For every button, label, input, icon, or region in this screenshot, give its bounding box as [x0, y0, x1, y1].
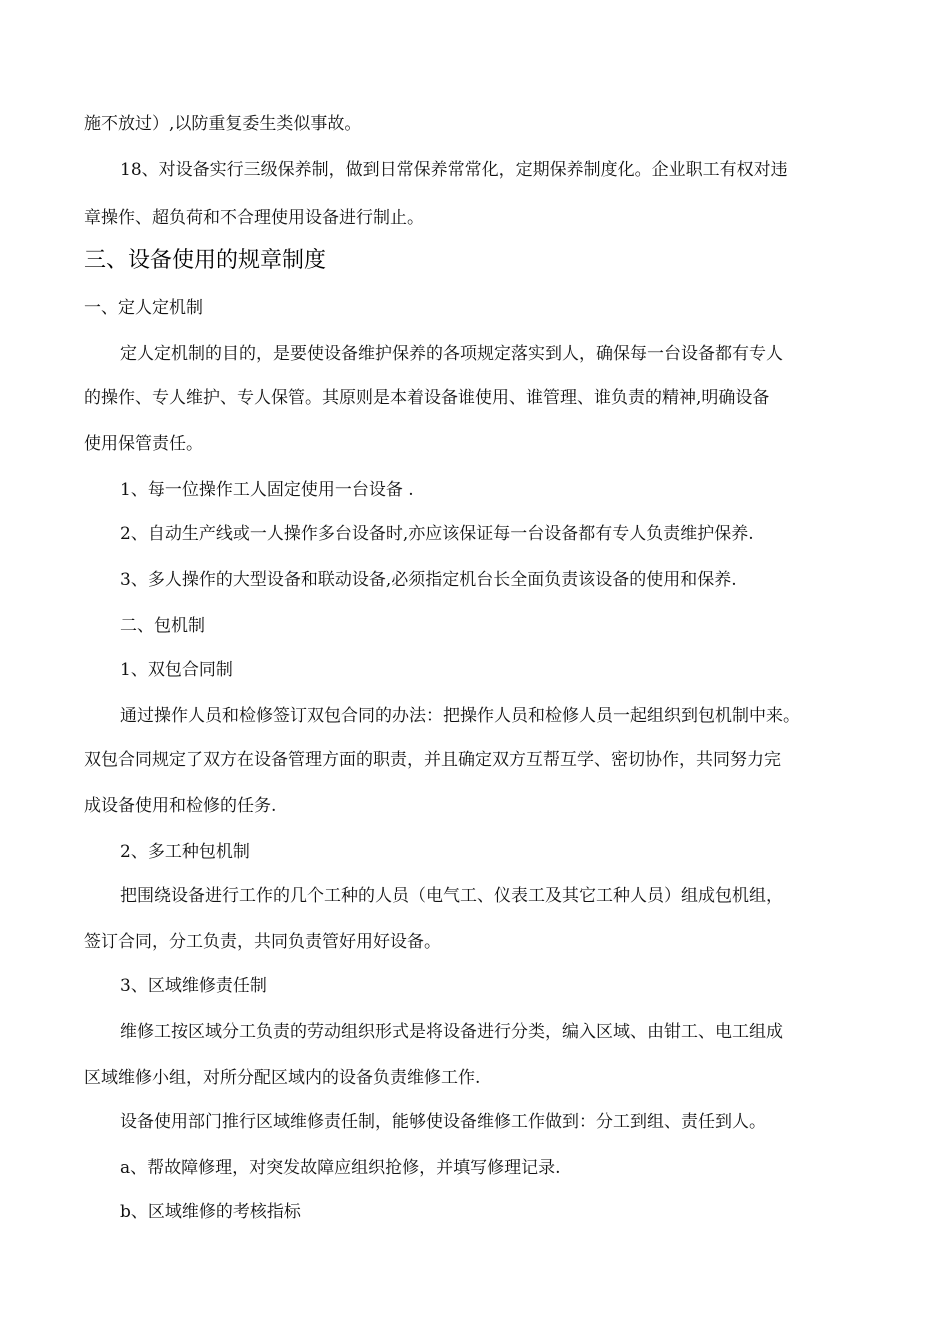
paragraph-line: 维修工按区域分工负责的劳动组织形式是将设备进行分类，编入区域、由钳工、电工组成 — [120, 1022, 783, 1042]
paragraph-line: 成设备使用和检修的任务. — [84, 796, 277, 816]
paragraph-line: 的操作、专人维护、专人保管。其原则是本着设备谁使用、谁管理、谁负责的精神,明确设备 — [84, 388, 770, 408]
list-item: 2、自动生产线或一人操作多台设备时,亦应该保证每一台设备都有专人负责维护保养. — [120, 524, 754, 544]
paragraph-line: 设备使用部门推行区域维修责任制，能够使设备维修工作做到：分工到组、责任到人。 — [120, 1112, 766, 1132]
list-item: 1、每一位操作工人固定使用一台设备 . — [120, 480, 414, 500]
paragraph-line: 区域维修小组，对所分配区域内的设备负责维修工作. — [84, 1068, 481, 1088]
paragraph-line: 签订合同，分工负责，共同负责管好用好设备。 — [84, 932, 441, 952]
paragraph-line: 章操作、超负荷和不合理使用设备进行制止。 — [84, 208, 424, 228]
subsection-heading: 二、包机制 — [120, 616, 205, 636]
list-item: 3、区域维修责任制 — [120, 976, 267, 996]
paragraph-line: 双包合同规定了双方在设备管理方面的职责，并且确定双方互帮互学、密切协作，共同努力完 — [84, 750, 781, 770]
list-item: 2、多工种包机制 — [120, 842, 250, 862]
list-item: 3、多人操作的大型设备和联动设备,必须指定机台长全面负责该设备的使用和保养. — [120, 570, 737, 590]
paragraph-line: 施不放过）,以防重复委生类似事故。 — [84, 114, 362, 134]
list-item: 1、双包合同制 — [120, 660, 233, 680]
list-item: b、区域维修的考核指标 — [120, 1202, 301, 1222]
paragraph-line: 通过操作人员和检修签订双包合同的办法：把操作人员和检修人员一起组织到包机制中来。 — [120, 706, 800, 726]
paragraph-line: 使用保管责任。 — [84, 434, 203, 454]
paragraph-line: 定人定机制的目的，是要使设备维护保养的各项规定落实到人，确保每一台设备都有专人 — [120, 344, 783, 364]
paragraph-line: 把围绕设备进行工作的几个工种的人员（电气工、仪表工及其它工种人员）组成包机组， — [120, 886, 783, 906]
paragraph-line: 18、对设备实行三级保养制，做到日常保养常常化，定期保养制度化。企业职工有权对违 — [120, 160, 788, 180]
list-item: a、帮故障修理，对突发故障应组织抢修，并填写修理记录. — [120, 1158, 561, 1178]
section-heading: 三、设备使用的规章制度 — [84, 248, 327, 273]
subsection-heading: 一、定人定机制 — [84, 298, 203, 318]
